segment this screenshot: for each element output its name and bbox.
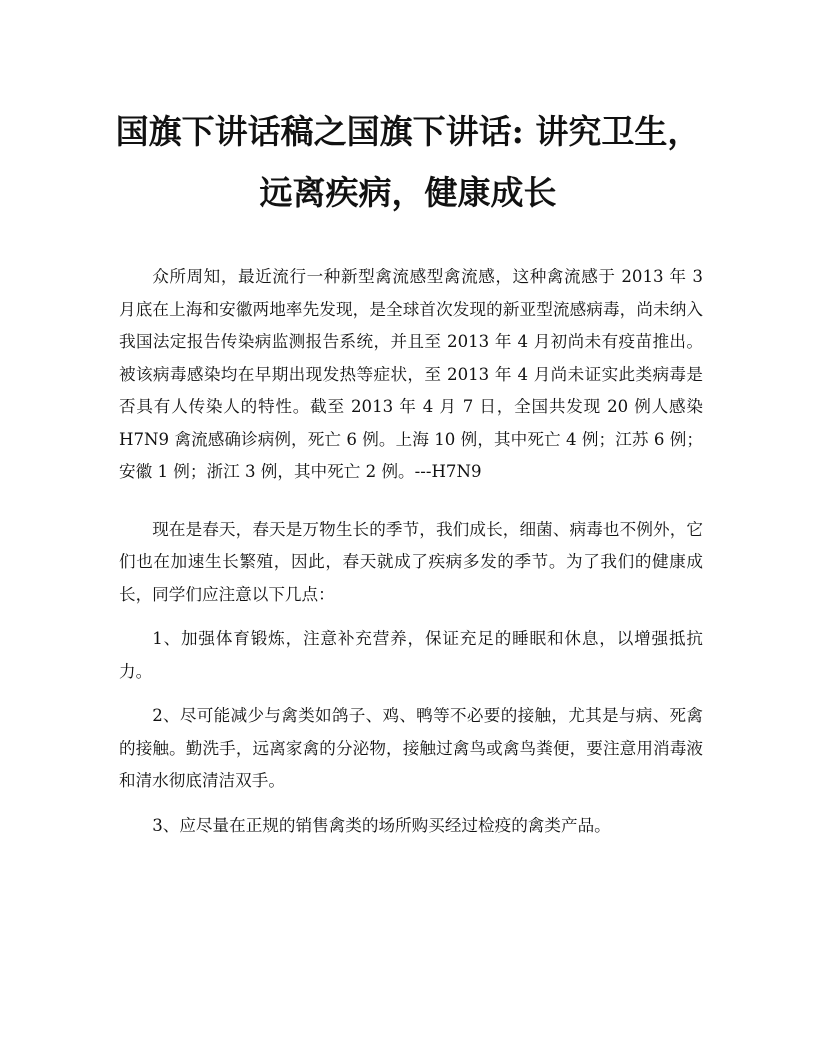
paragraph-point-1: 1、加强体育锻炼，注意补充营养，保证充足的睡眠和休息，以增强抵抗力。 (119, 629, 703, 681)
document-title-line-1: 国旗下讲话稿之国旗下讲话: 讲究卫生， (115, 112, 701, 151)
paragraph-point-2: 2、尽可能减少与禽类如鸽子、鸡、鸭等不必要的接触，尤其是与病、死禽的接触。勤洗手，远离家禽的分泌物，接触过禽鸟或禽鸟粪便，要注意用消毒液和清水彻底清洁双手。 (119, 706, 703, 790)
paragraph-intro: 众所周知，最近流行一种新型禽流感型禽流感，这种禽流感于 2013 年 3 月底在上海和安徽两地率先发现，是全球首次发现的新亚型流感病毒，尚未纳入我国法定报告传染病监测报告系统，并且至 2013 年 4 月初尚未有疫苗推出。被该病毒感染均在早期出现发热等症状，至 2013 年 4 月尚未证实此类病毒是否具有人传染人的特性。截至 2013 年 4 月 7 日，全国共发现 20 例人感染 H7N9 禽流感确诊病例，死亡 6 例。上海 10 例，其中死亡 4 例；江苏 6 例；安徽 1 例；浙江 3 例，其中死亡 2 例。---H7N9 (119, 267, 703, 481)
paragraph-spring: 现在是春天，春天是万物生长的季节，我们成长，细菌、病毒也不例外，它们也在加速生长繁殖，因此，春天就成了疾病多发的季节。为了我们的健康成长，同学们应注意以下几点： (119, 519, 703, 604)
paragraph-point-3: 3、应尽量在正规的销售禽类的场所购买经过检疫的禽类产品。 (152, 815, 611, 835)
document-body (119, 261, 703, 842)
document-title-line-2: 远离疾病，健康成长 (259, 173, 557, 212)
